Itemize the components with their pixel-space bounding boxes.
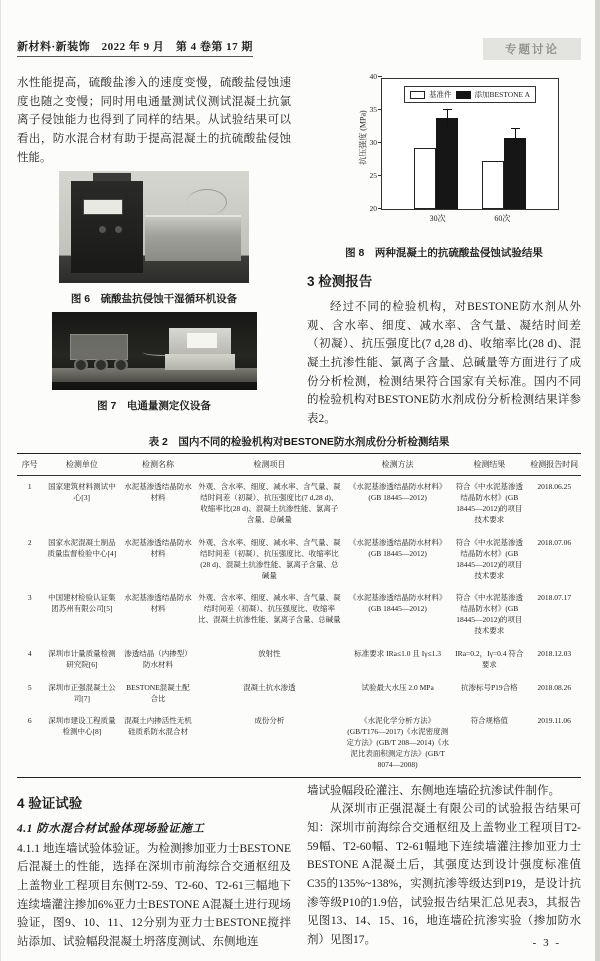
table-cell: 5 [27, 682, 32, 692]
lower-columns [17, 782, 581, 952]
table-cell: 符合《中水泥基渗透结晶防水材》(GB 18445—2012)的项目技术要求 [455, 593, 524, 635]
table-cell: 2018.07.17 [537, 593, 572, 603]
test-cells [70, 334, 128, 360]
legend-label-bestone: 添加BESTONE A [474, 90, 530, 99]
upper-left-column [17, 74, 291, 428]
legend-swatch-baseline [410, 91, 425, 99]
legend-swatch-bestone [456, 91, 471, 99]
control-cabinet [71, 181, 143, 273]
journal-issue-info: 新材料·新装饰 2022 年 9 月 第 4 卷第 17 期 [17, 38, 253, 57]
figure6-block [17, 167, 291, 306]
table-cell: 试验最大水压 2.0 MPa [361, 682, 434, 692]
table-column-header: 检测名称 [121, 454, 194, 476]
table-column-header: 检测项目 [195, 454, 344, 476]
y-tick-mark [378, 76, 382, 77]
error-bar [447, 110, 448, 126]
table-cell: 3 [27, 593, 32, 603]
figure7-block [17, 306, 291, 413]
bar-group [414, 118, 458, 209]
table-column-header: 检测报告时间 [527, 454, 581, 476]
table-cell: 国家建筑材料测试中心[3] [48, 482, 116, 503]
chart-y-axis-label: 抗压强度 (MPa) [358, 110, 368, 165]
table-cell: 符合《中水泥基渗透结晶防水材》(GB 18445—2012)的项目技术要求 [455, 482, 524, 524]
y-tick-label: 35 [369, 105, 377, 114]
table-cell: 中国建材检验认证集团苏州有限公司[5] [48, 593, 116, 614]
table-column-header: 序号 [17, 454, 42, 476]
table-cell: 4 [27, 648, 32, 658]
y-tick-label: 30 [369, 138, 377, 147]
table-cell: 《水泥基渗透结晶防水材料》(GB 18445—2012) [348, 482, 447, 503]
chart-x-tick-labels [381, 213, 559, 224]
continuation-paragraph: 墙试验幅段砼灌注、东侧地连墙砼抗渗试件制作。 [307, 784, 560, 797]
table-cell: 外观、含水率、细度、减水率、含气量、凝结时间差（初凝）、抗压强度比、收缩率比(28 d)、混凝土抗渗性能、氯离子含量、总碱量 [198, 537, 341, 580]
table-row [17, 532, 581, 588]
y-tick-label: 25 [369, 171, 377, 180]
y-tick-mark [378, 109, 382, 110]
intro-paragraph: 水性能提高，硫酸盐渗入的速度变慢，硫酸盐侵蚀速度也随之变慢；同时用电通量测试仪测试混凝土抗氯离子侵蚀能力也得到了同样的结果。从试验结果可以看出，防水混合材有助于提高混凝土的抗硫酸盐侵蚀性能。 [17, 77, 291, 164]
figure6-caption: 图 6 硫酸盐抗侵蚀干湿循环机设备 [70, 293, 238, 306]
table2-block [17, 434, 581, 777]
table-cell: 2018.08.26 [537, 682, 572, 692]
figure8-caption: 图 8 两种混凝土的抗硫酸盐侵蚀试验结果 [345, 247, 543, 259]
table-cell: 《水泥基渗透结晶防水材料》(GB 18445—2012) [348, 593, 447, 614]
table-row [17, 677, 581, 711]
table-cell: 2018.07.06 [537, 537, 572, 547]
table-row [17, 710, 581, 777]
table-cell: 水泥基渗透结晶防水材料 [124, 482, 192, 503]
x-tick-label: 60次 [494, 214, 511, 223]
table-cell: 《水泥化学分析方法》(GB/T176—2017)《水泥密度测定方法》(GB/T 208—2014)《水泥比表面积测定方法》(GB/T 8074—2008) [346, 716, 449, 769]
section-badge: 专题讨论 [483, 38, 581, 60]
chart-legend [404, 86, 536, 103]
bar-baseline [414, 148, 436, 209]
table-column-header: 检测方法 [344, 454, 451, 476]
chart-plot-area [369, 72, 559, 213]
bar-bestone [436, 118, 458, 209]
table-cell: 2018.12.03 [537, 648, 572, 658]
bar-group [482, 138, 526, 209]
table-column-header: 检测结果 [451, 454, 527, 476]
table-cell: 标准要求 IRa≤1.0 且 Iγ≤1.3 [354, 648, 442, 658]
section3-paragraph: 经过不同的检验机构，对BESTONE防水剂从外观、含水率、细度、减水率、含气量、凝结时间差（初凝）、抗压强度比(7 d,28 d)、收缩率比(28 d)、混凝土抗渗性能、氯离子含量、总碱量等方面进行了成份分析检测，检测结果符合国家有关标准。国内不同的检验机构对BESTONE防水剂成份分析检测结果详参表2。 [307, 301, 581, 425]
table-cell: 符合《中水泥基渗透结晶防水材》(GB 18445—2012)的项目技术要求 [455, 537, 524, 580]
table2 [17, 453, 581, 777]
table-cell: 6 [27, 716, 32, 726]
figure8-chart [337, 74, 573, 242]
table-cell: 抗渗标号P19合格 [460, 682, 518, 692]
specimen-cell [94, 358, 108, 372]
table-cell: 深圳市计量质量检测研究院[6] [48, 648, 116, 669]
table-cell: 2019.11.06 [537, 716, 571, 726]
table-cell: 水泥基渗透结晶防水材料 [124, 537, 192, 558]
table-cell: 《水泥基渗透结晶防水材料》(GB 18445—2012) [348, 537, 447, 558]
table-cell: 水泥基渗透结晶防水材料 [124, 593, 192, 614]
table-cell: 深圳市建设工程质量检测中心[8] [48, 716, 116, 737]
bar-baseline [482, 161, 504, 209]
cycling-chamber [145, 215, 241, 261]
legend-label-baseline: 基准件 [429, 90, 452, 99]
table-row [17, 476, 581, 532]
results-paragraph: 从深圳市正强混凝土有限公司的试验报告结果可知：深圳市前海综合交通枢纽及上盖物业工程项目T2-59幅、T2-60幅、T2-61幅地下连续墙灌注掺加亚力士BESTONE A混凝土后，其强度达到设计强度标准值C35的135%~138%，实测抗渗等级达到P19，是设计抗渗等级P10的1.9倍，试验报告结果汇总见表3，其报告见图13、14、15、16，地连墙砼抗渗实验（掺加防水剂）见图17。 [307, 803, 581, 946]
table-cell: 2 [27, 537, 32, 547]
table-cell: 国家水泥混凝土制品质量监督检验中心[4] [47, 537, 117, 558]
table-cell: 混凝土抗水渗透 [243, 682, 296, 692]
table-cell: 放射性 [258, 648, 281, 658]
table-cell: 2018.06.25 [537, 482, 572, 492]
meter-base-unit [165, 354, 235, 370]
table-cell: 成份分析 [254, 716, 285, 726]
upper-right-column [307, 74, 581, 428]
lower-left-column [17, 782, 291, 952]
section3-heading: 3 检测报告 [307, 274, 373, 289]
y-tick-label: 40 [369, 72, 377, 81]
cable [187, 189, 227, 215]
section4-subheading: 4.1 防水混合材试验体现场验证施工 [17, 822, 205, 835]
table2-title: 表 2 国内不同的检验机构对BESTONE防水剂成份分析检测结果 [148, 436, 450, 449]
y-tick-mark [378, 142, 382, 143]
table-cell: 外观、含水率、细度、减水率、含气量、凝结时间差（初凝）、抗压强度比、收缩率比、混凝土抗渗性能、氯离子含量、总碱量 [198, 593, 341, 625]
specimen-cell [74, 358, 88, 372]
error-bar-cap [443, 109, 452, 110]
figure7-caption: 图 7 电通量测定仪设备 [97, 400, 211, 413]
error-bar [515, 129, 516, 146]
section4-paragraph: 4.1.1 地连墙试验体验证。为检测掺加亚力士BESTONE后混凝土的性能，选择在深圳市前海综合交通枢纽及上盖物业工程项目东侧T2-59、T2-60、T2-61三幅地下连续墙灌注掺加6%亚力士BESTONE A混凝土进行现场验证，图9、10、11、12分别为亚力士BESTONE搅拌站添加、试验幅段混凝土坍落度测试、东侧地连 [17, 842, 291, 948]
table-row [17, 643, 581, 677]
table-cell: 外观、含水率、细度、减水率、含气量、凝结时间差（初凝）、抗压强度比(7 d,28 d)、收缩率比(28 d)、混凝土抗渗性能、氯离子含量、总碱量 [198, 482, 341, 524]
table-header-row [17, 454, 581, 476]
bar-bestone [504, 138, 526, 209]
table-cell: 渗透结晶（内掺型）防水材料 [124, 648, 192, 669]
table-column-header: 检测单位 [42, 454, 121, 476]
specimen-cell [114, 358, 128, 372]
error-bar-cap [511, 128, 520, 129]
figure7-photo [52, 312, 257, 390]
page-number: - 3 - [532, 937, 561, 949]
y-tick-mark [378, 208, 382, 209]
table-row [17, 587, 581, 643]
section4-heading: 4 验证试验 [17, 795, 83, 811]
y-tick-label: 20 [369, 204, 377, 213]
figure6-photo [59, 171, 249, 283]
machine-display [83, 199, 123, 215]
upper-columns [17, 74, 581, 428]
table-cell: 符合规格值 [470, 716, 509, 726]
table-cell: BESTONE混凝土配合比 [126, 682, 190, 703]
table-cell: 1 [27, 482, 32, 492]
table-cell: 混凝土内掺活性无机硅质系防水混合材 [124, 716, 192, 737]
page-header [17, 38, 581, 60]
y-tick-mark [378, 175, 382, 176]
table-cell: IRa=0.2，Iγ=0.4 符合要求 [455, 648, 524, 669]
lower-right-column [307, 782, 581, 952]
meter-screen [187, 333, 217, 348]
table-cell: 深圳市正强混凝土公司[7] [48, 682, 116, 703]
x-tick-label: 30次 [429, 214, 446, 223]
